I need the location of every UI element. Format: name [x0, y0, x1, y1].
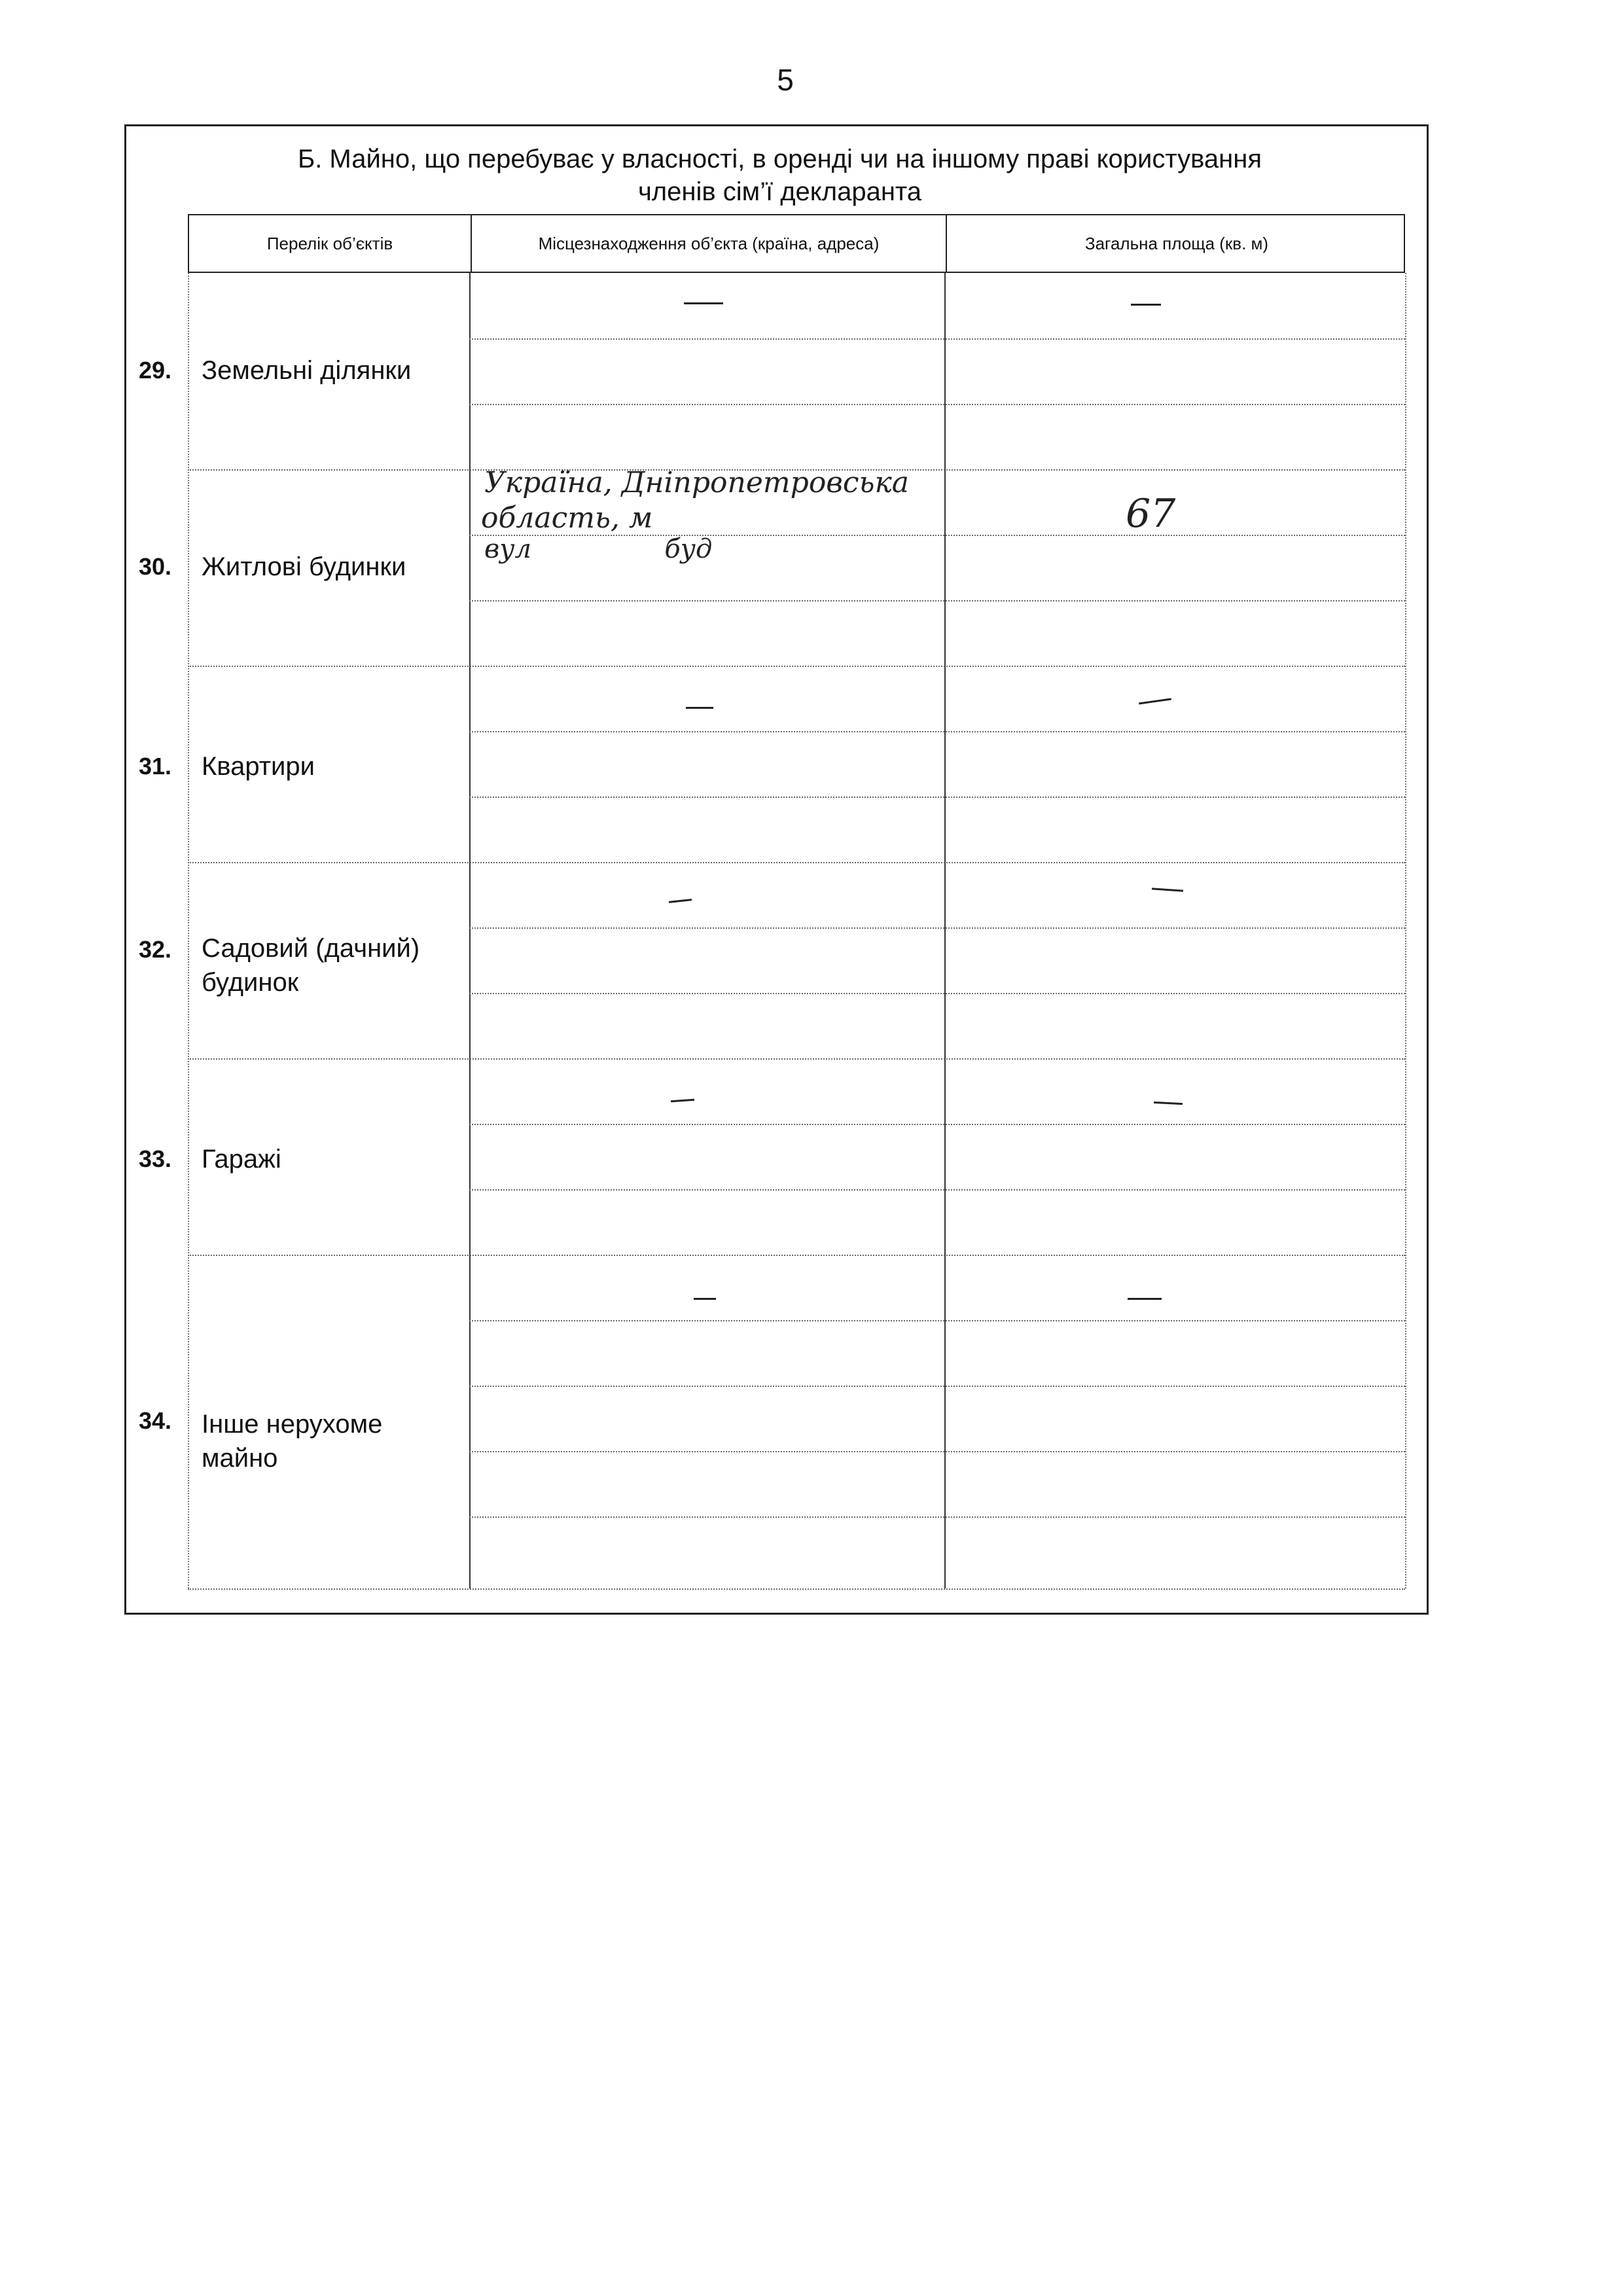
sub-row-line	[469, 1320, 1405, 1321]
dash-mark	[1131, 304, 1161, 306]
handwritten-area: 67	[1126, 491, 1176, 537]
sub-row-line	[469, 993, 1405, 994]
sub-row-line	[469, 1189, 1405, 1191]
dash-mark	[684, 302, 723, 304]
row-label: Інше нерухоме майно	[202, 1410, 383, 1473]
sub-row-line	[469, 1124, 1405, 1125]
row-number: 34.	[139, 1407, 172, 1434]
sub-row-line	[469, 600, 1405, 601]
handwritten-location-line-2: область, м	[481, 501, 653, 535]
handwritten-location-line-1: Україна, Дніпропетровська	[484, 466, 910, 499]
row-separator	[188, 862, 1405, 863]
header-location: Місцезнаходження об’єкта (країна, адреса)	[471, 215, 946, 272]
dash-mark	[686, 707, 713, 709]
sub-row-line	[469, 404, 1405, 405]
row-separator	[188, 1255, 1405, 1256]
row-separator	[188, 1058, 1405, 1060]
dash-mark	[694, 1298, 716, 1300]
row-label: Садовий (дачний) будинок	[202, 934, 420, 997]
sub-row-line	[469, 1516, 1405, 1518]
row-label: Житлові будинки	[202, 552, 406, 581]
section-title-line-2: членів сім’ї декларанта	[637, 177, 922, 206]
row-number: 29.	[139, 357, 172, 384]
section-frame	[124, 124, 1429, 1615]
sub-row-line	[469, 338, 1405, 340]
row-number: 32.	[139, 936, 172, 963]
row-number: 33.	[139, 1145, 172, 1172]
sub-row-line	[469, 927, 1405, 929]
table-right-border	[1405, 273, 1406, 1588]
sub-row-line	[469, 1386, 1405, 1387]
row-label: Гаражі	[202, 1145, 281, 1174]
table-bottom-border	[188, 1588, 1405, 1590]
row-number: 31.	[139, 753, 172, 780]
section-title-line-1: Б. Майно, що перебуває у власності, в оренді чи на іншому праві користування	[297, 145, 1262, 173]
dash-mark	[1128, 1298, 1162, 1300]
header-objects: Перелік об’єктів	[266, 233, 393, 253]
page-number: 5	[777, 63, 794, 97]
row-label: Квартири	[202, 752, 315, 781]
row-label: Земельні ділянки	[202, 356, 412, 385]
section-title	[131, 143, 1429, 208]
header-area: Загальна площа (кв. м)	[946, 215, 1406, 272]
handwritten-location-line-3: вул буд	[484, 534, 713, 564]
sub-row-line	[469, 797, 1405, 798]
sub-row-line	[469, 1451, 1405, 1452]
row-separator	[188, 666, 1405, 667]
table-header	[188, 214, 1405, 273]
row-number: 30.	[139, 553, 172, 580]
sub-row-line	[469, 731, 1405, 732]
